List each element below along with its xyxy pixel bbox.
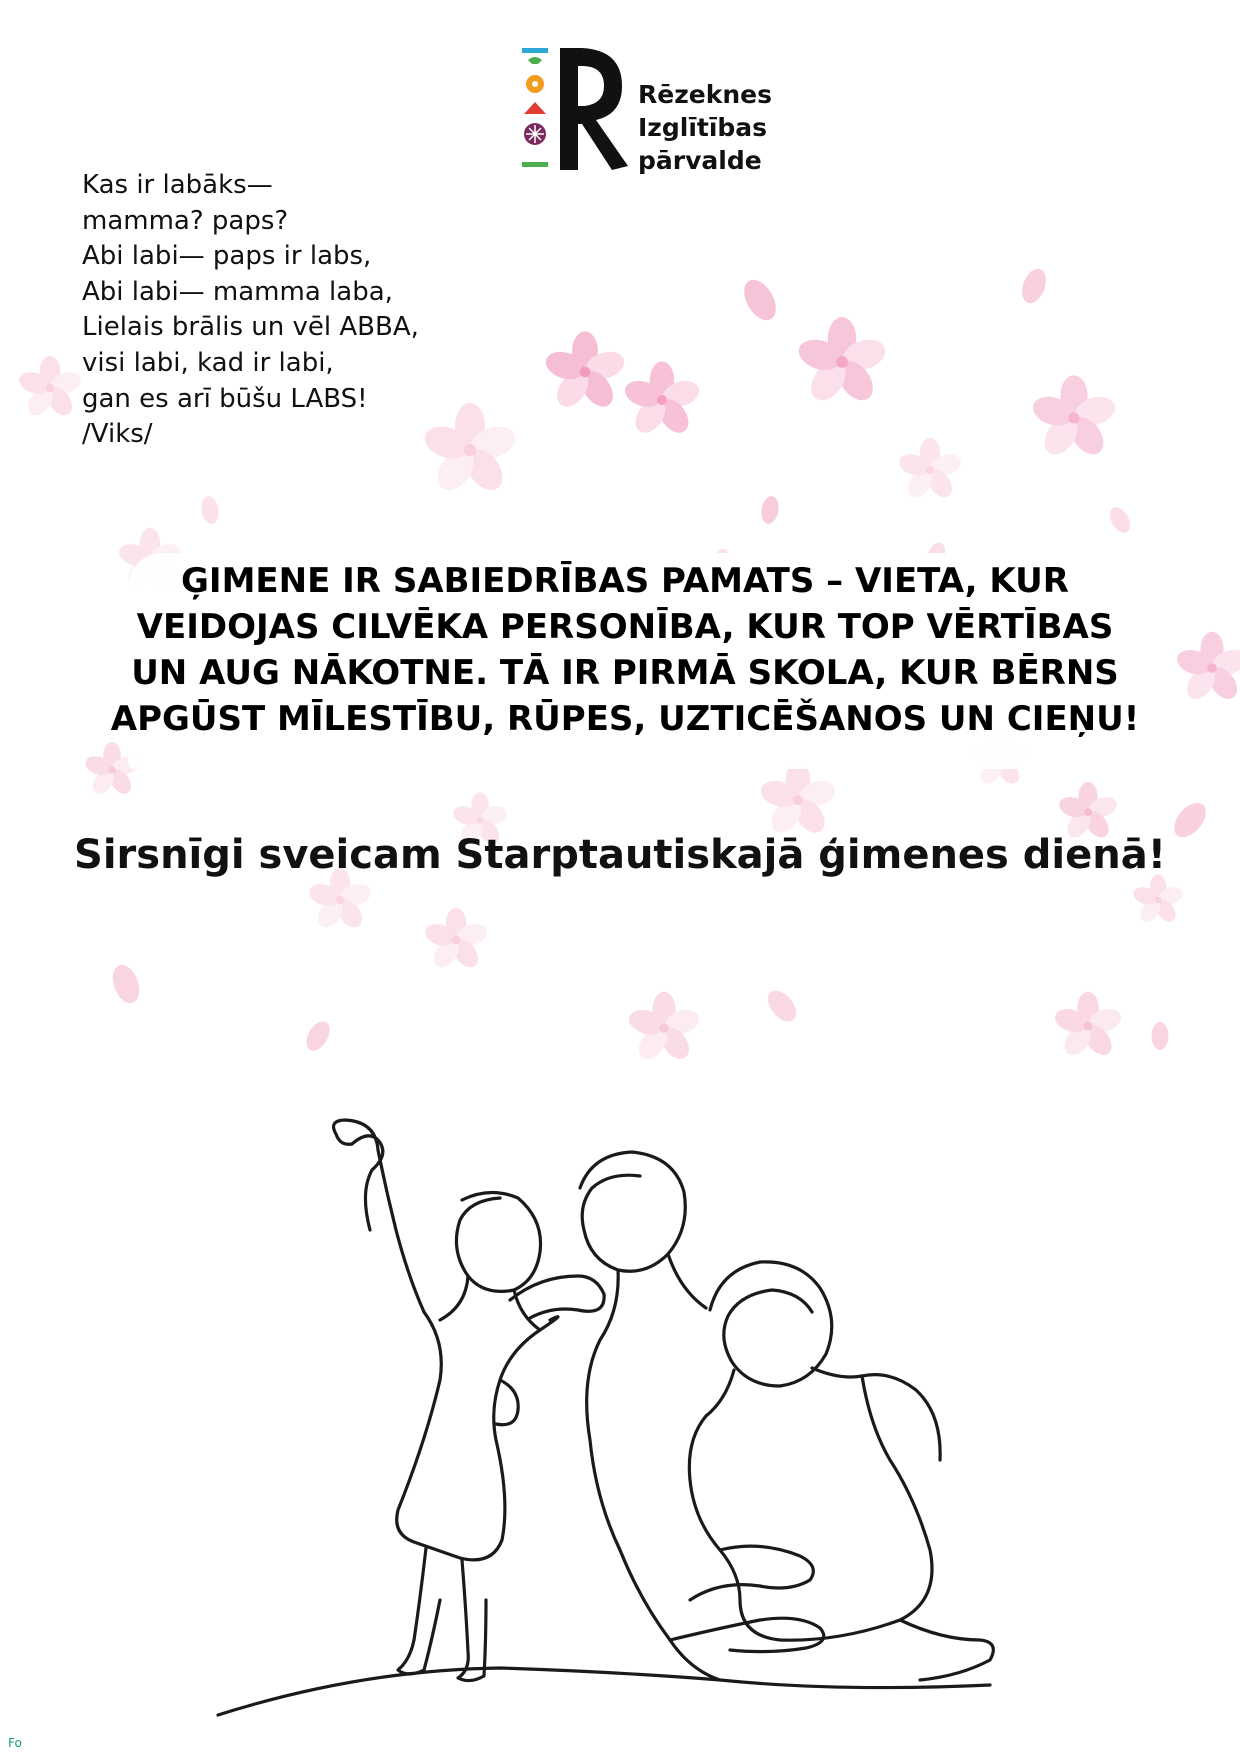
petal [738, 274, 783, 325]
poem [82, 168, 419, 453]
blossom [795, 317, 889, 407]
blossom [421, 403, 520, 497]
statement-line: ĢIMENE IR SABIEDRĪBAS PAMATS – VIETA, KUR [181, 561, 1069, 601]
poem-line: Abi labi— mamma laba, [82, 276, 393, 307]
petal [1018, 265, 1051, 306]
blossom [16, 356, 83, 420]
poem-line: Kas ir labāks— [82, 170, 273, 200]
statement-line: UN AUG NĀKOTNE. TĀ IR PIRMĀ SKOLA, KUR BĒRNS [131, 653, 1119, 693]
poem-line: Abi labi— paps ir labs, [82, 241, 372, 272]
blossom [1052, 992, 1124, 1060]
blossom [1029, 375, 1119, 460]
greeting-heading: Sirsnīgi sveicam Starptautiskajā ģimenes dienā! [74, 832, 1166, 878]
poem-author: /Viks/ [82, 419, 153, 450]
logo-line-3: pārvalde [638, 146, 762, 175]
logo-line-2: Izglītības [638, 113, 768, 142]
blossom [1131, 874, 1185, 925]
blossom [758, 761, 839, 838]
blossom [622, 361, 703, 438]
rezekne-logo-mark [520, 46, 630, 174]
poem-line: mamma? paps? [82, 205, 289, 236]
petal [1152, 1022, 1169, 1050]
family-statement [80, 558, 1170, 742]
petal [108, 961, 144, 1007]
petal [762, 985, 802, 1026]
poem-line: gan es arī būšu LABS! [82, 383, 368, 414]
blossom [626, 992, 702, 1065]
blossom [422, 908, 489, 972]
petal [1106, 504, 1135, 537]
logo-line-1: Rēzeknes [638, 80, 772, 109]
family-line-drawing [200, 1080, 1020, 1730]
poem-line: Lielais brālis un vēl ABBA, [82, 312, 419, 343]
logo-text [638, 78, 772, 177]
footer-note: Fo [8, 1736, 22, 1750]
blossom [896, 438, 963, 502]
statement-line: APGŪST MĪLESTĪBU, RŪPES, UZTICĒŠANOS UN CIEŅU! [110, 699, 1140, 739]
petal [759, 495, 780, 525]
rezekne-education-logo [520, 46, 770, 174]
blossom [1174, 632, 1240, 705]
poem-line: visi labi, kad ir labi, [82, 347, 334, 378]
statement-line: VEIDOJAS CILVĒKA PERSONĪBA, KUR TOP VĒRTĪBAS [136, 607, 1114, 647]
blossom [542, 331, 627, 412]
petal [199, 495, 220, 525]
petal [302, 1017, 335, 1054]
